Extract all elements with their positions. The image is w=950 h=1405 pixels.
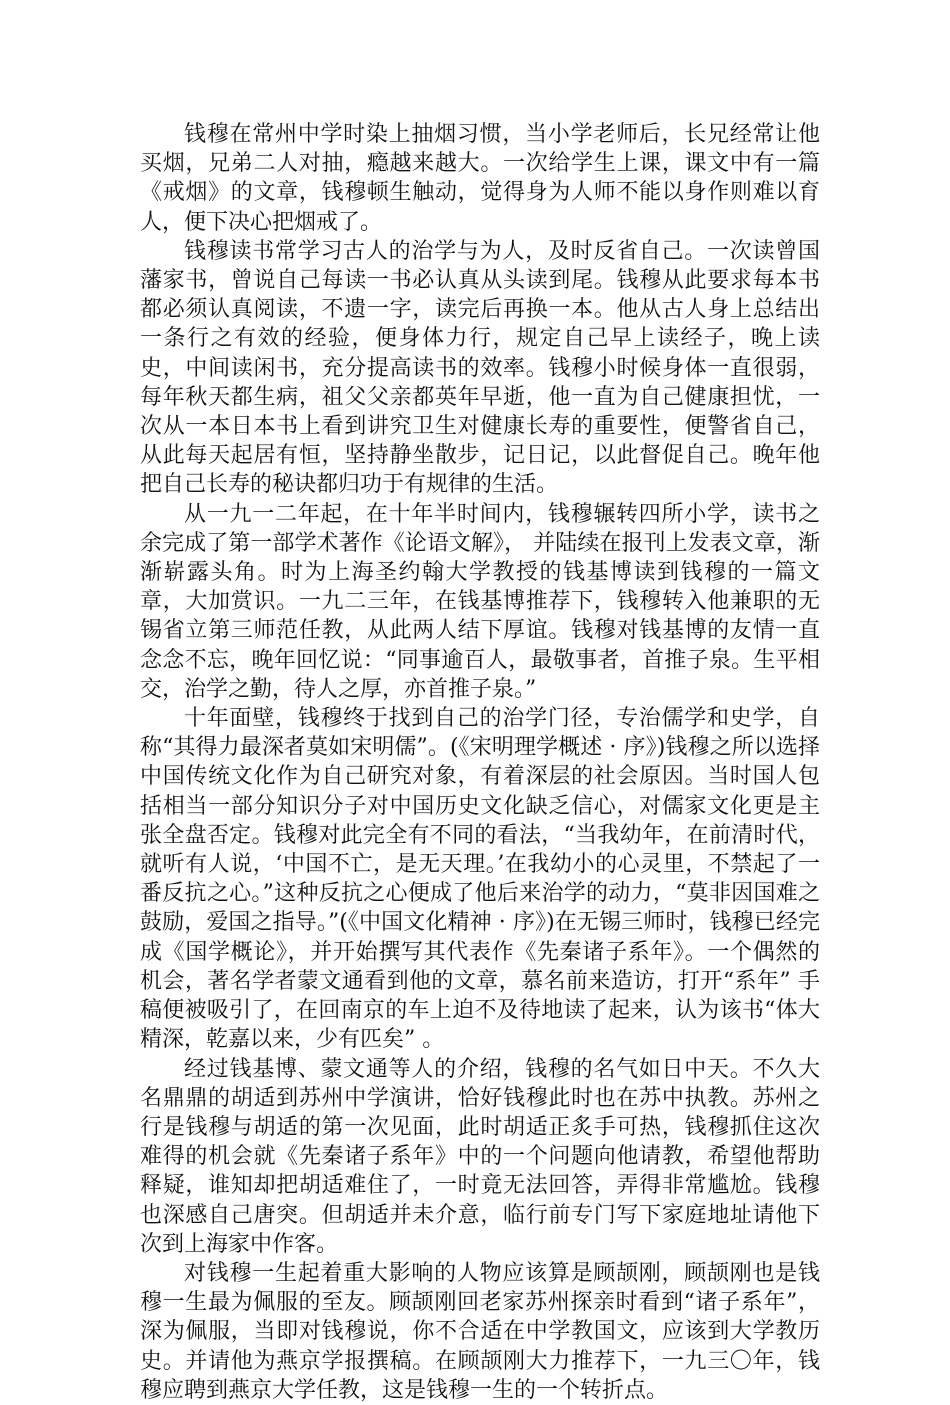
paragraph-gu-jiegang: 对钱穆一生起着重大影响的人物应该算是顾颉刚，顾颉刚也是钱穆一生最为佩服的至友。顾颉刚回老家苏州探亲时看到“诸子系年”，深为佩服，当即对钱穆说，你不合适在中学教国文，应该到大学教历史。并请他为燕京学报撰稿。在顾颉刚大力推荐下，一九三〇年，钱穆应聘到燕京大学任教，这是钱穆一生的一个转折点。 bbox=[140, 1260, 820, 1403]
paragraph-qian-jibo: 从一九一二年起，在十年半时间内，钱穆辗转四所小学，读书之余完成了第一部学术著作《论语文解》， 并陆续在报刊上发表文章，渐渐崭露头角。时为上海圣约翰大学教授的钱基博读到钱穆的一篇文章，大加赏识。一九二三年，在钱基博推荐下，钱穆转入他兼职的无锡省立第三师范任教，从此两人结下厚谊。钱穆对钱基博的友情一直念念不忘，晚年回忆说：“同事逾百人，最敬事者，首推子泉。生平相交，治学之勤，待人之厚，亦首推子泉。” bbox=[140, 501, 820, 702]
paragraph-reading-habits: 钱穆读书常学习古人的治学与为人，及时反省自己。一次读曾国藩家书，曾说自己每读一书必认真从头读到尾。钱穆从此要求每本书都必须认真阅读，不遗一字，读完后再换一本。他从古人身上总结出一条行之有效的经验，便身体力行，规定自己早上读经子，晚上读史，中间读闲书，充分提高读书的效率。钱穆小时候身体一直很弱，每年秋天都生病，祖父父亲都英年早逝，他一直为自己健康担忧，一次从一本日本书上看到讲究卫生对健康长寿的重要性，便警省自己，从此每天起居有恒，坚持静坐散步，记日记，以此督促自己。晚年他把自己长寿的秘诀都归功于有规律的生活。 bbox=[140, 238, 820, 498]
document-page bbox=[140, 120, 820, 1405]
paragraph-quit-smoking: 钱穆在常州中学时染上抽烟习惯，当小学老师后，长兄经常让他买烟，兄弟二人对抽，瘾越来越大。一次给学生上课，课文中有一篇《戒烟》的文章，钱穆顿生触动，觉得身为人师不能以身作则难以育人，便下决心把烟戒了。 bbox=[140, 122, 820, 235]
paragraph-scholarship-path: 十年面壁，钱穆终于找到自己的治学门径，专治儒学和史学，自称“其得力最深者莫如宋明儒”。(《宋明理学概述 · 序》)钱穆之所以选择中国传统文化作为自己研究对象，有着深层的社会原因。当时国人包括相当一部分知识分子对中国历史文化缺乏信心，对儒家文化更是主张全盘否定。钱穆对此完全有不同的看法，“当我幼年，在前清时代，就听有人说，‘中国不亡，是无天理。’在我幼小的心灵里，不禁起了一番反抗之心。”这种反抗之心便成了他后来治学的动力，“莫非因国难之鼓励，爱国之指导。”(《中国文化精神 · 序》)在无锡三师时，钱穆已经完成《国学概论》，并开始撰写其代表作《先秦诸子系年》。一个偶然的机会，著名学者蒙文通看到他的文章，慕名前来造访，打开“系年” 手稿便被吸引了，在回南京的车上迫不及待地读了起来，认为该书“体大精深，乾嘉以来，少有匹矣” 。 bbox=[140, 706, 820, 1053]
paragraph-hu-shi: 经过钱基博、蒙文通等人的介绍，钱穆的名气如日中天。不久大名鼎鼎的胡适到苏州中学演讲，恰好钱穆此时也在苏中执教。苏州之行是钱穆与胡适的第一次见面，此时胡适正炙手可热，钱穆抓住这次难得的机会就《先秦诸子系年》中的一个问题向他请教，希望他帮助释疑，谁知却把胡适难住了，一时竟无法回答，弄得非常尴尬。钱穆也深感自己唐突。但胡适并未介意，临行前专门写下家庭地址请他下次到上海家中作客。 bbox=[140, 1056, 820, 1257]
